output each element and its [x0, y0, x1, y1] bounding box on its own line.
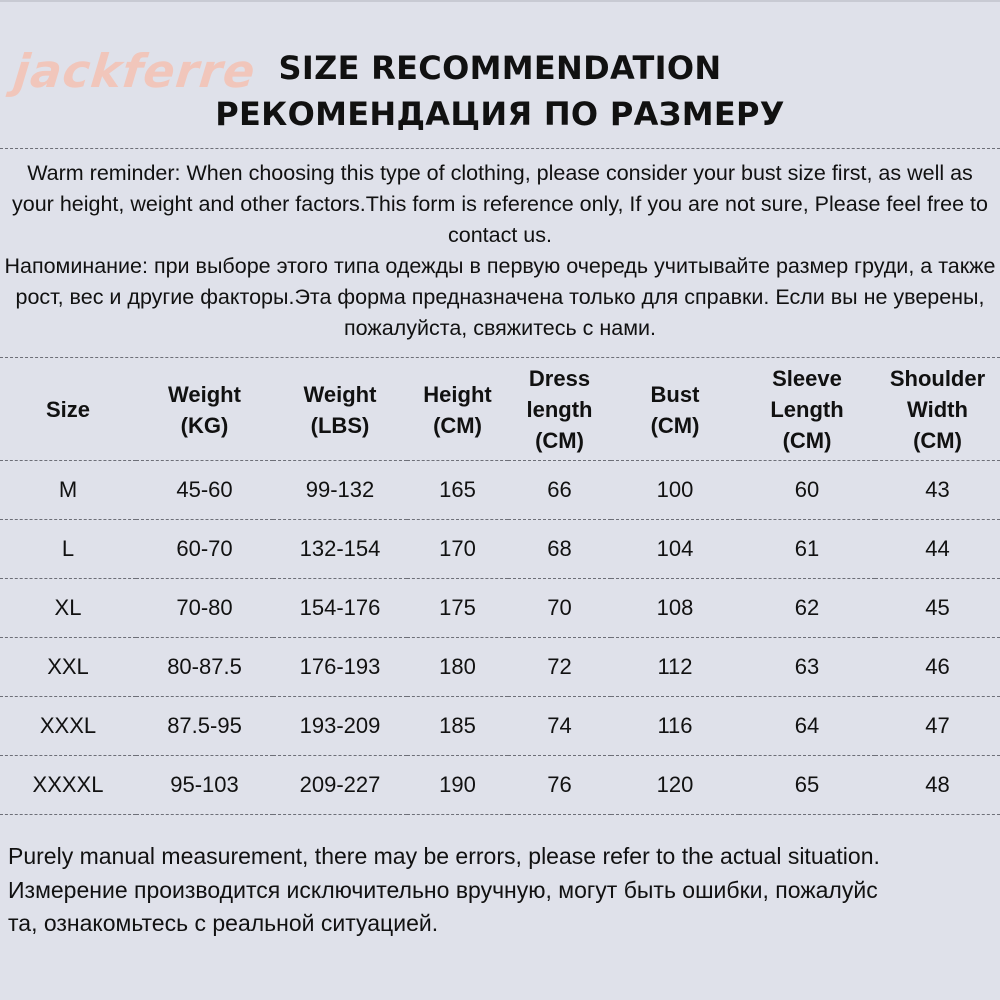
- table-cell: 64: [739, 697, 875, 756]
- column-header-line: Sleeve: [772, 366, 842, 391]
- column-header-line: (LBS): [310, 412, 370, 438]
- table-cell: 209-227: [273, 756, 407, 815]
- table-cell: 70-80: [136, 579, 273, 638]
- size-cell: XXL: [0, 638, 136, 697]
- column-header-line: Width: [907, 397, 968, 422]
- size-cell: XXXL: [0, 697, 136, 756]
- column-header-line: (CM): [650, 412, 700, 438]
- table-cell: 45: [875, 579, 1000, 638]
- table-cell: 62: [739, 579, 875, 638]
- table-cell: 68: [508, 520, 611, 579]
- table-cell: 132-154: [273, 520, 407, 579]
- column-header: [508, 359, 611, 461]
- table-cell: 48: [875, 756, 1000, 815]
- table-row: [0, 520, 1000, 579]
- size-cell: M: [0, 461, 136, 520]
- column-header-line: (CM): [913, 428, 962, 453]
- column-header-line: Weight: [168, 381, 241, 407]
- column-header-line: Weight: [303, 381, 377, 407]
- separator-top: [0, 148, 1000, 149]
- table-cell: 72: [508, 638, 611, 697]
- table-cell: 44: [875, 520, 1000, 579]
- column-header: [611, 359, 739, 461]
- column-header-line: Bust: [650, 381, 700, 407]
- table-cell: 170: [407, 520, 508, 579]
- table-cell: 47: [875, 697, 1000, 756]
- title-russian: РЕКОМЕНДАЦИЯ ПО РАЗМЕРУ: [215, 95, 785, 133]
- title-english: SIZE RECOMMENDATION: [278, 49, 722, 87]
- column-header-line: (CM): [782, 428, 832, 453]
- note-russian-line2: та, ознакомьтесь с реальной ситуацией.: [8, 910, 439, 936]
- column-header-line: Height: [423, 381, 492, 407]
- column-header: [273, 359, 407, 461]
- column-header-line: Length: [770, 397, 844, 422]
- column-header: [875, 359, 1000, 461]
- column-header-line: Dress: [528, 366, 591, 391]
- column-header-line: length: [526, 397, 593, 422]
- note-english: Purely manual measurement, there may be errors, please refer to the actual situation.: [8, 843, 880, 869]
- brand-logo: jackferre: [11, 44, 259, 98]
- separator-table-top: [0, 357, 1000, 358]
- table-cell: 176-193: [273, 638, 407, 697]
- table-row: [0, 461, 1000, 520]
- table-row: [0, 756, 1000, 815]
- measurement-note: [8, 840, 998, 941]
- table-cell: 63: [739, 638, 875, 697]
- column-header: [739, 359, 875, 461]
- size-table: [0, 359, 1000, 815]
- size-cell: XL: [0, 579, 136, 638]
- table-cell: 108: [611, 579, 739, 638]
- table-cell: 104: [611, 520, 739, 579]
- size-cell: L: [0, 520, 136, 579]
- table-cell: 193-209: [273, 697, 407, 756]
- table-cell: 165: [407, 461, 508, 520]
- table-cell: 190: [407, 756, 508, 815]
- table-header-row: [0, 359, 1000, 461]
- column-header-line: Size: [45, 397, 91, 422]
- table-cell: 65: [739, 756, 875, 815]
- table-cell: 45-60: [136, 461, 273, 520]
- column-header-line: (CM): [433, 412, 482, 438]
- table-cell: 46: [875, 638, 1000, 697]
- table-cell: 76: [508, 756, 611, 815]
- table-cell: 87.5-95: [136, 697, 273, 756]
- table-cell: 100: [611, 461, 739, 520]
- reminder-english: Warm reminder: When choosing this type of clothing, please consider your bust size first, as well as your height, weight and other factors.This form is reference only, If you are not sure, Please feel free to contact us.: [12, 161, 988, 247]
- table-cell: 180: [407, 638, 508, 697]
- table-body: [0, 461, 1000, 815]
- table-cell: 175: [407, 579, 508, 638]
- note-russian-line1: Измерение производится исключительно вручную, могут быть ошибки, пожалуйс: [8, 876, 878, 903]
- table-cell: 70: [508, 579, 611, 638]
- column-header-line: (KG): [180, 412, 229, 438]
- table-row: [0, 697, 1000, 756]
- table-row: [0, 579, 1000, 638]
- column-header: [407, 359, 508, 461]
- table-cell: 112: [611, 638, 739, 697]
- table-cell: 120: [611, 756, 739, 815]
- size-cell: XXXXL: [0, 756, 136, 815]
- table-cell: 60-70: [136, 520, 273, 579]
- table-cell: 66: [508, 461, 611, 520]
- reminder-block: [4, 158, 996, 344]
- column-header-line: (CM): [535, 428, 584, 453]
- column-header: [0, 359, 136, 461]
- table-cell: 80-87.5: [136, 638, 273, 697]
- table-cell: 99-132: [273, 461, 407, 520]
- table-cell: 185: [407, 697, 508, 756]
- table-cell: 154-176: [273, 579, 407, 638]
- reminder-russian: Напоминание: при выборе этого типа одежды в первую очередь учитывайте размер груди, а также рост, вес и другие факторы.Эта форма предназначена только для справки. Если вы не уверены, пожалуйста, свяжитесь с нами.: [4, 254, 996, 340]
- column-header: [136, 359, 273, 461]
- table-row: [0, 638, 1000, 697]
- table-cell: 43: [875, 461, 1000, 520]
- table-cell: 116: [611, 697, 739, 756]
- table-cell: 74: [508, 697, 611, 756]
- column-header-line: Shoulder: [889, 366, 986, 391]
- table-cell: 60: [739, 461, 875, 520]
- table-cell: 95-103: [136, 756, 273, 815]
- table-cell: 61: [739, 520, 875, 579]
